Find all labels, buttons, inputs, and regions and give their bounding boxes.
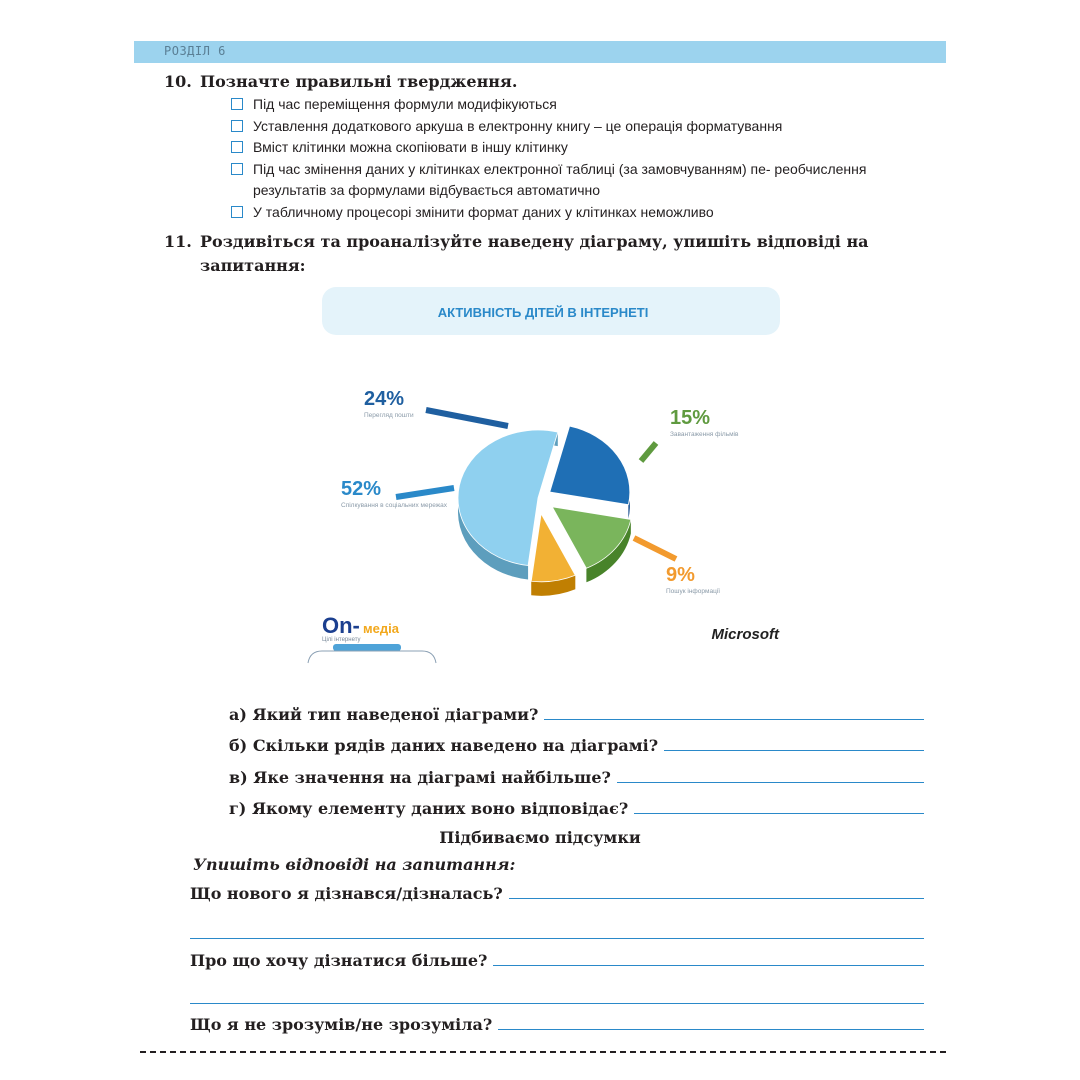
answer-line-d[interactable] xyxy=(634,813,924,814)
summary-row-1 xyxy=(190,884,924,903)
checkbox[interactable] xyxy=(231,98,243,110)
question-10-number: 10. xyxy=(164,72,192,91)
option-item xyxy=(231,159,931,202)
checkbox[interactable] xyxy=(231,141,243,153)
summary-answer-line-1[interactable] xyxy=(509,898,924,899)
option-text: Вміст клітинки можна скопіювати в іншу клітинку xyxy=(253,139,568,155)
on-media-logo: On- xyxy=(322,613,360,638)
summary-question-2: Про що хочу дізнатися більше? xyxy=(190,951,488,970)
category-label: Перегляд пошти xyxy=(364,412,414,419)
category-label: Спілкування в соціальних мережах xyxy=(341,502,448,509)
option-text: Під час переміщення формули модифікуються xyxy=(253,96,557,112)
answer-row-c xyxy=(229,755,924,787)
summary-extra-line-2[interactable] xyxy=(190,1003,924,1004)
data-label: 52% xyxy=(341,478,382,500)
microsoft-logo: Microsoft xyxy=(711,626,779,643)
option-item xyxy=(231,137,931,159)
question-11-number: 11. xyxy=(164,232,192,251)
question-11-title-line2: запитання: xyxy=(200,256,306,275)
question-11-title xyxy=(164,230,924,254)
answer-row-a xyxy=(229,692,924,724)
summary-answer-line-3[interactable] xyxy=(498,1029,924,1030)
pie-chart-svg xyxy=(276,283,796,668)
question-10-text: Позначте правильні твердження. xyxy=(200,72,518,91)
answer-line-a[interactable] xyxy=(544,719,924,720)
option-item xyxy=(231,202,931,224)
summary-question-1: Що нового я дізнався/дізналась? xyxy=(190,884,503,903)
category-label: Завантаження фільмів xyxy=(670,431,739,438)
answer-row-b xyxy=(229,724,924,756)
option-text: Під час змінення даних у клітинках електронної таблиці (за замовчуванням) пе- реобчислення результатів за формулами відбувається автоматично xyxy=(253,160,867,198)
checkbox[interactable] xyxy=(231,206,243,218)
answer-line-b[interactable] xyxy=(664,750,924,751)
cut-line xyxy=(140,1051,946,1053)
summary-row-3 xyxy=(190,1015,924,1034)
on-media-logo-suffix: медіа xyxy=(363,621,399,636)
question-c: в) Яке значення на діаграмі найбільше? xyxy=(229,767,611,787)
option-text: Уставлення додаткового аркуша в електронну книгу – це операція форматування xyxy=(253,117,783,134)
data-label: 24% xyxy=(364,388,405,410)
chart-title: АКТИВНІСТЬ ДІТЕЙ В ІНТЕРНЕТІ xyxy=(437,305,649,320)
question-a: а) Який тип наведеної діаграми? xyxy=(229,704,539,724)
section-header-bar xyxy=(134,41,946,63)
section-label: РОЗДІЛ 6 xyxy=(164,44,226,58)
summary-subtitle: Упишіть відповіді на запитання: xyxy=(193,855,516,874)
answer-lines xyxy=(229,692,924,818)
pie-chart-panel xyxy=(276,283,796,668)
option-text: У табличному процесорі змінити формат даних у клітинках неможливо xyxy=(253,203,714,220)
question-d: г) Якому елементу даних воно відповідає? xyxy=(229,799,629,818)
option-item xyxy=(231,116,931,138)
summary-question-3: Що я не зрозумів/не зрозуміла? xyxy=(190,1015,493,1034)
question-11-text-line1: Роздивіться та проаналізуйте наведену діаграму, упишіть відповіді на xyxy=(200,232,869,251)
answer-line-c[interactable] xyxy=(617,782,924,783)
checkbox[interactable] xyxy=(231,163,243,175)
option-item xyxy=(231,94,931,116)
answer-row-d xyxy=(229,787,924,819)
question-10-options xyxy=(231,94,931,223)
category-label: Пошук інформації xyxy=(666,588,721,595)
on-media-sub: Цілі інтернету xyxy=(322,637,361,643)
summary-row-2 xyxy=(190,951,924,970)
on-media-url-bar xyxy=(333,644,401,651)
data-label: 15% xyxy=(670,407,711,429)
summary-answer-line-2[interactable] xyxy=(493,965,924,966)
data-label: 9% xyxy=(666,564,695,586)
question-10-title xyxy=(164,70,517,94)
checkbox[interactable] xyxy=(231,120,243,132)
summary-title: Підбиваємо підсумки xyxy=(439,828,641,847)
question-b: б) Скільки рядів даних наведено на діаграмі? xyxy=(229,736,659,755)
summary-extra-line-1[interactable] xyxy=(190,938,924,939)
